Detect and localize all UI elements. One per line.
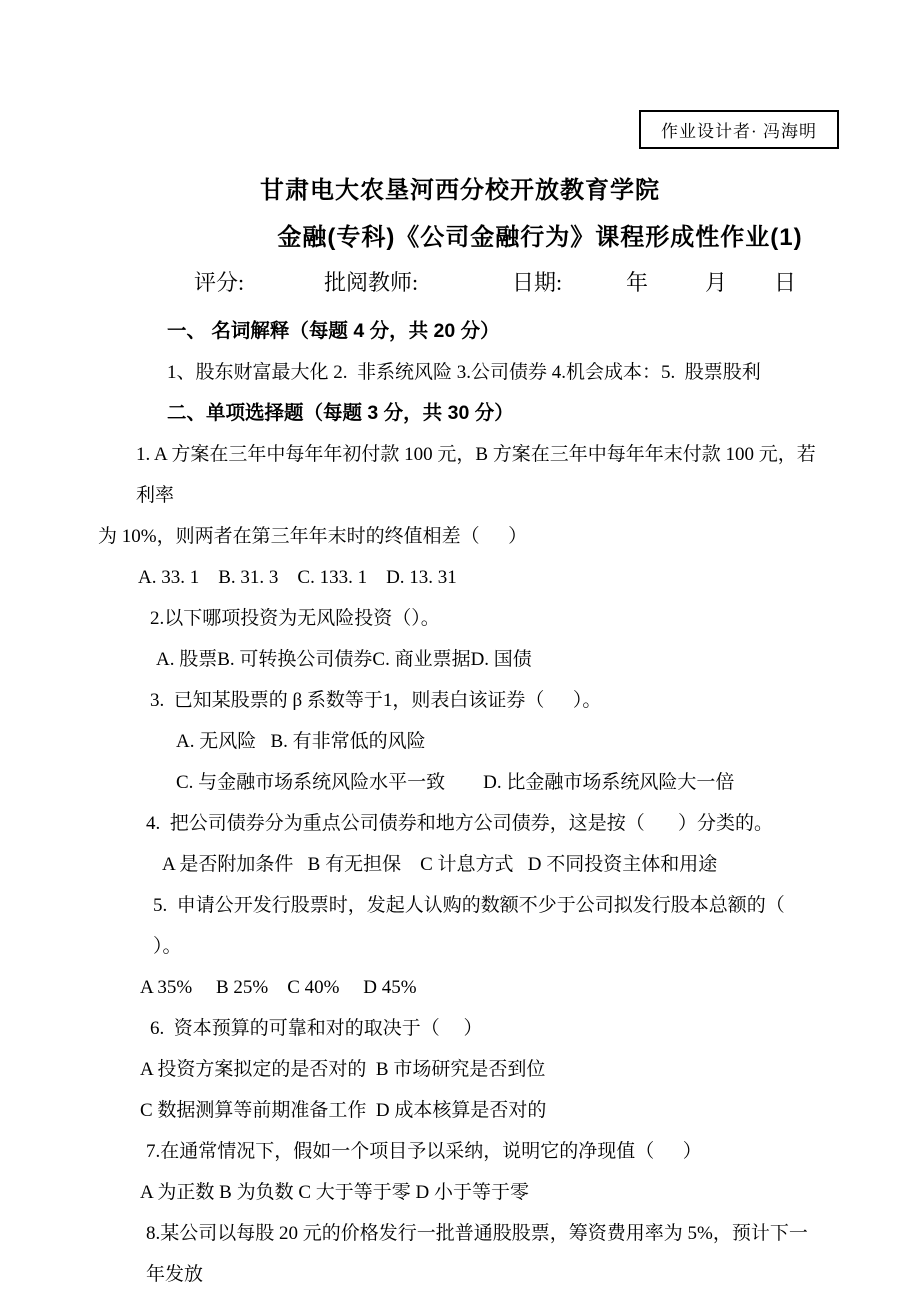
designer-label: 作业设计者· 冯海明	[661, 122, 817, 141]
question-3-stem: 3. 已知某股票的 β 系数等于1，则表白该证券（ ）。	[150, 690, 602, 711]
document-subtitle: 金融(专科)《公司金融行为》课程形成性作业(1)	[277, 224, 803, 251]
section1-terms: 1、股东财富最大化 2. 非系统风险 3.公司债券 4.机会成本：5. 股票股利	[167, 362, 761, 383]
question-7-stem: 7.在通常情况下，假如一个项目予以采纳，说明它的净现值（ ）	[146, 1141, 702, 1162]
month-label: 月	[705, 270, 728, 295]
designer-box	[639, 110, 839, 149]
question-2-stem: 2.以下哪项投资为无风险投资（）。	[150, 608, 440, 629]
question-1-stem-line2: 为 10%，则两者在第三年年末时的终值相差（ ）	[98, 526, 528, 547]
document-title: 甘肃电大农垦河西分校开放教育学院	[260, 177, 660, 204]
year-label: 年	[626, 270, 649, 295]
question-1-stem-line1: 1. A 方案在三年中每年年初付款 100 元，B 方案在三年中每年年末付款 100 元，若利率	[136, 444, 816, 506]
question-4-stem: 4. 把公司债券分为重点公司债券和地方公司债券，这是按（ ）分类的。	[146, 813, 774, 834]
question-3-options-ab: A. 无风险 B. 有非常低的风险	[176, 731, 426, 752]
date-label: 日期:	[512, 270, 563, 295]
question-7-options: A 为正数 B 为负数 C 大于等于零 D 小于等于零	[140, 1182, 529, 1203]
question-2-options: A. 股票B. 可转换公司债券C. 商业票据D. 国债	[156, 649, 532, 670]
question-5-options: A 35% B 25% C 40% D 45%	[140, 977, 417, 998]
section1-heading: 一、 名词解释（每题 4 分，共 20 分）	[167, 320, 500, 342]
day-label: 日	[774, 270, 797, 295]
question-1-options: A. 33. 1 B. 31. 3 C. 133. 1 D. 13. 31	[138, 567, 457, 588]
question-3-options-cd: C. 与金融市场系统风险水平一致 D. 比金融市场系统风险大一倍	[176, 772, 735, 793]
question-6-stem: 6. 资本预算的可靠和对的取决于（ ）	[150, 1018, 483, 1039]
question-6-options-ab: A 投资方案拟定的是否对的 B 市场研究是否到位	[140, 1059, 546, 1080]
grading-line	[0, 266, 920, 296]
teacher-label: 批阅教师:	[324, 270, 419, 295]
question-6-options-cd: C 数据测算等前期准备工作 D 成本核算是否对的	[140, 1100, 547, 1121]
document-body	[98, 311, 822, 1295]
question-4-options: A 是否附加条件 B 有无担保 C 计息方式 D 不同投资主体和用途	[162, 854, 718, 875]
section2-heading: 二、单项选择题（每题 3 分，共 30 分）	[167, 402, 514, 424]
score-label: 评分:	[194, 270, 245, 295]
question-8-stem-line1: 8.某公司以每股 20 元的价格发行一批普通股股票，筹资费用率为 5%，预计下一年发放	[146, 1223, 808, 1285]
question-5-stem: 5. 申请公开发行股票时，发起人认购的数额不少于公司拟发行股本总额的（ ）。	[153, 895, 819, 957]
